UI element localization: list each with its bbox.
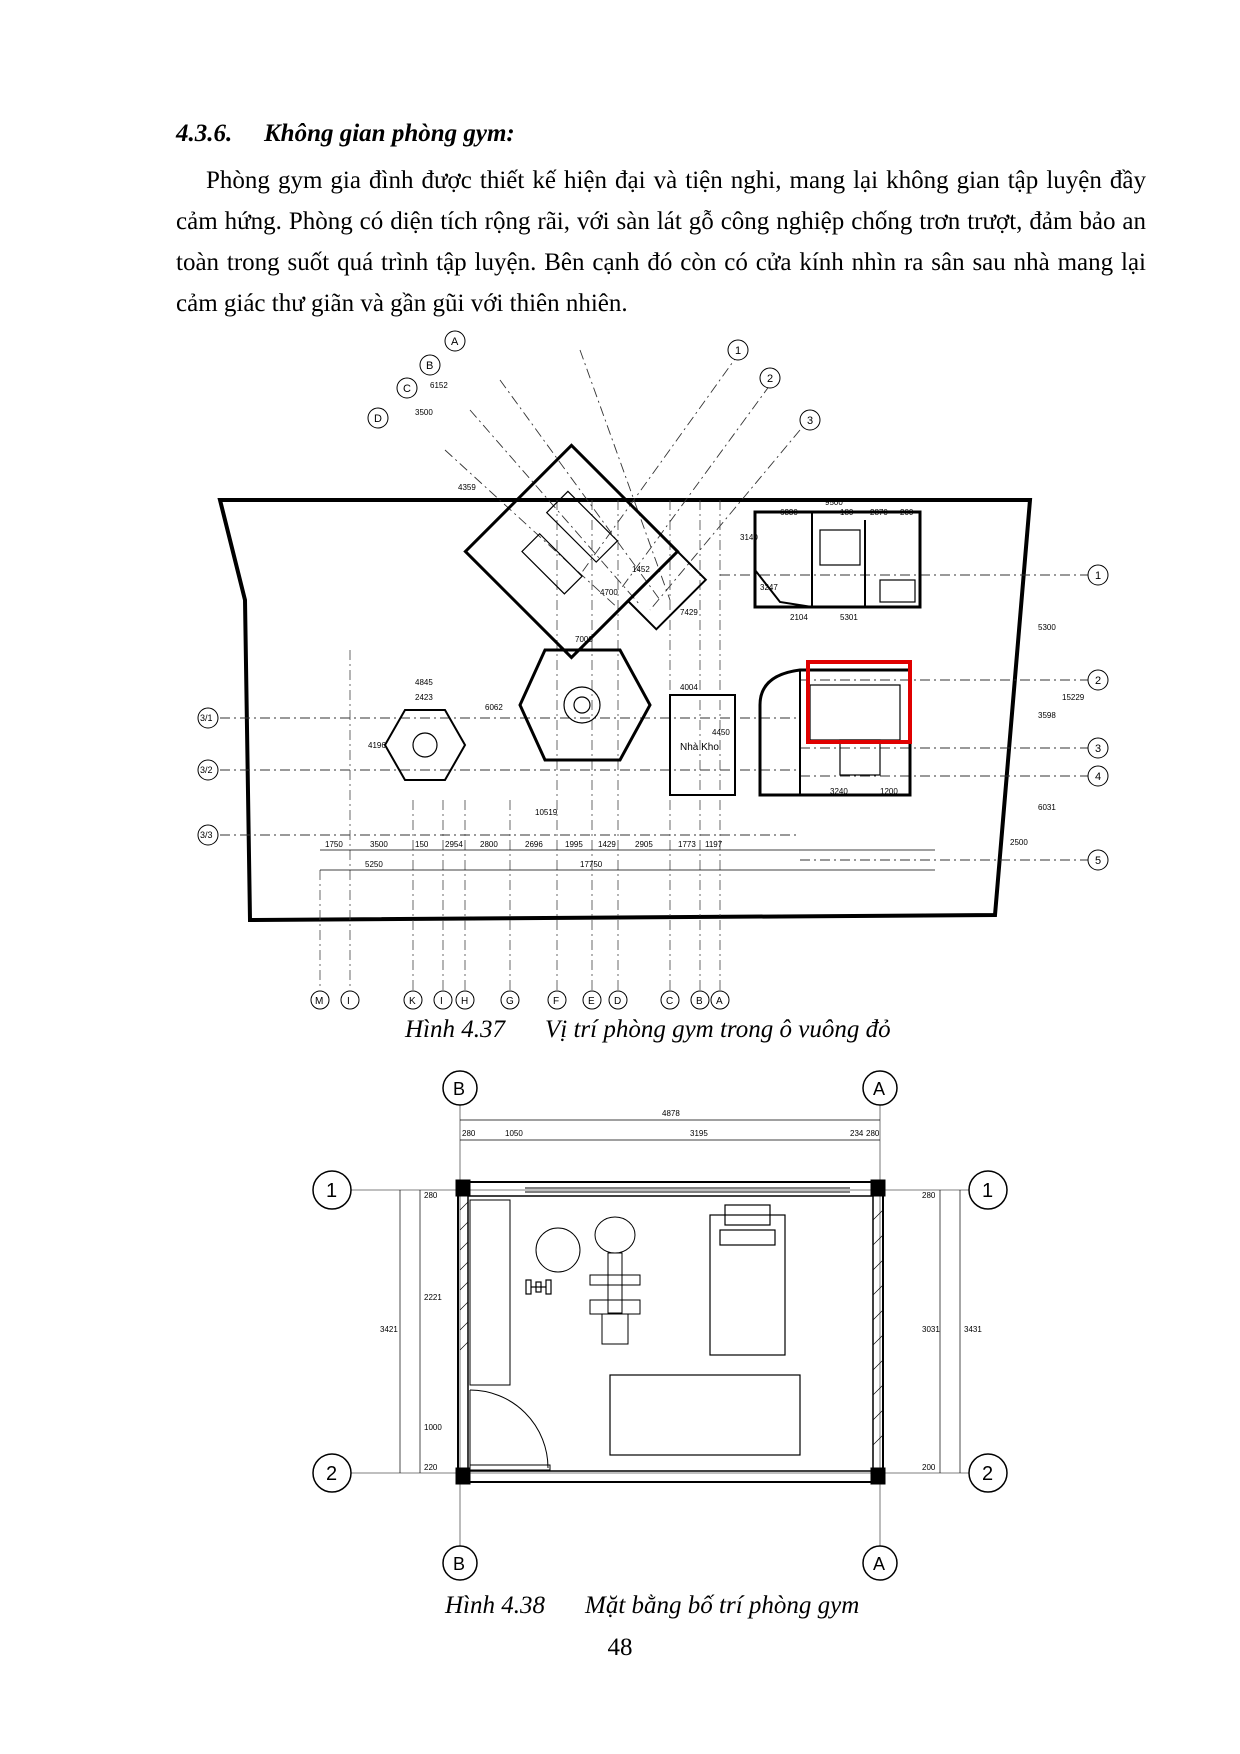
floor-mat [610,1375,800,1455]
dim-text: 3031 [922,1325,940,1334]
dim-text: 3500 [370,840,388,849]
dim-text: 280 [462,1129,476,1138]
axis-1-right: 1 [982,1180,994,1202]
dim-text: 17750 [580,860,603,869]
grid-left-3-3: 3/3 [200,830,213,840]
dim-text: 3195 [690,1129,708,1138]
dim-left-total: 3421 [380,1325,398,1334]
figure-1-caption-text: Vị trí phòng gym trong ô vuông đỏ [545,1016,891,1043]
rotated-room [465,445,677,657]
dim-total-width: 4878 [662,1109,680,1118]
dim-text: 10519 [535,808,558,817]
grid-label-3: 3 [807,415,814,427]
axis-2-right: 2 [982,1463,994,1485]
axis-1-left: 1 [326,1180,338,1202]
dim-text: 200 [900,508,914,517]
dim-text: 280 [424,1191,438,1200]
gym-outer-wall [458,1182,883,1482]
dim-text: 1773 [678,840,696,849]
dim-right-total: 3431 [964,1325,982,1334]
axis-2-left: 2 [326,1463,338,1485]
gym-highlight-box [808,662,910,742]
dim-text: 5300 [1038,623,1056,632]
dim-text: 1000 [424,1423,442,1432]
figure-2-label: Hình 4.38 [445,1592,545,1619]
figure-1-label: Hình 4.37 [405,1016,505,1043]
hexagon-living [520,650,650,760]
grid-bottom-d: D [614,996,622,1007]
grid-label-2: 2 [767,373,774,385]
dim-text: 1197 [705,840,723,849]
grid-bottom-i1: I [347,996,350,1007]
dim-text: 280 [866,1129,880,1138]
dim-text: 6031 [1038,803,1056,812]
storage-label: Nhà Kho [680,742,719,753]
dim-text: 9500 [825,498,843,507]
section-title: Không gian phòng gym: [264,120,515,147]
dim-text: 2870 [870,508,888,517]
dim-text: 2423 [415,693,433,702]
grid-label-c: C [403,383,411,395]
grid-label-b: B [426,360,434,372]
dim-text: 3500 [415,408,433,417]
gym-plan-figure [290,1070,1030,1580]
dim-text: 1429 [598,840,616,849]
door-swing [470,1390,548,1468]
dim-text: 1750 [325,840,343,849]
grid-right-5: 5 [1095,855,1102,867]
dim-text: 3247 [760,583,778,592]
dim-text: 1200 [880,787,898,796]
grid-bottom-b: B [696,996,703,1007]
dim-text: 7429 [680,608,698,617]
axis-b-bottom: B [453,1554,466,1574]
grid-left-3-1: 3/1 [200,713,213,723]
axis-a-bottom: A [873,1554,886,1574]
dim-text: 200 [922,1463,936,1472]
hexagon-gazebo [385,710,465,780]
dim-text: 3140 [740,533,758,542]
dim-text: 4004 [680,683,698,692]
figure-1-caption [405,1016,891,1044]
dim-text: 2800 [480,840,498,849]
grid-bottom-f: F [553,996,560,1007]
dim-text: 2221 [424,1293,442,1302]
paragraph-text: Phòng gym gia đình được thiết kế hiện đại và tiện nghi, mang lại không gian tập luyện đầy cảm hứng. Phòng có diện tích rộng rãi, với sàn lát gỗ công nghiệp chống trơn trượt, đảm bảo an toàn trong suốt quá trình tập luyện. Bên cạnh đó còn có cửa kính nhìn ra sân sau nhà mang lại cảm giác thư giãn và gần gũi với thiên nhiên. [176,167,1146,317]
dim-text: 5301 [840,613,858,622]
figure-2-caption-text: Mặt bằng bố trí phòng gym [585,1592,860,1619]
dim-text: 15229 [1062,693,1085,702]
grid-bottom-m: M [315,996,324,1007]
dim-text: 3240 [830,787,848,796]
dim-text: 234 [850,1129,864,1138]
grid-bottom-g: G [506,996,514,1007]
grid-bottom-c: C [666,996,674,1007]
page-number: 48 [607,1634,633,1661]
axis-a-top: A [873,1079,886,1099]
dim-text: 4700 [600,588,618,597]
dim-text: 150 [415,840,429,849]
dim-text: 7000 [575,635,593,644]
dim-text: 6152 [430,381,448,390]
dim-text: 1995 [565,840,583,849]
dim-text: 1050 [505,1129,523,1138]
bedroom-block [755,512,920,607]
axis-b-top: B [453,1079,466,1099]
dim-text: 1452 [632,565,650,574]
grid-right-2: 2 [1095,675,1102,687]
grid-right-4: 4 [1095,771,1102,783]
grid-right-1: 1 [1095,570,1102,582]
dim-text: 4359 [458,483,476,492]
body-paragraph [176,160,1146,324]
dim-text: 5250 [365,860,383,869]
dim-text: 2905 [635,840,653,849]
grid-bottom-h: H [461,996,469,1007]
dim-text: 4450 [712,728,730,737]
grid-bottom-e: E [588,996,595,1007]
section-number: 4.3.6. [176,120,233,147]
dim-text: 220 [424,1463,438,1472]
grid-left-3-2: 3/2 [200,765,213,775]
grid-bottom-i2: I [440,996,443,1007]
grid-label-1: 1 [735,345,742,357]
dim-text: 2104 [790,613,808,622]
dim-text: 6330 [780,508,798,517]
dim-text: 2696 [525,840,543,849]
dim-text: 2954 [445,840,463,849]
grid-bottom-k: K [409,996,416,1007]
figure-2-caption [445,1592,859,1620]
section-heading [176,120,515,148]
dim-text: 6062 [485,703,503,712]
grid-label-d: D [374,413,382,425]
dim-text: 4196 [368,741,386,750]
dim-text: 180 [840,508,854,517]
dim-text: 3598 [1038,711,1056,720]
dim-text: 2500 [1010,838,1028,847]
grid-bottom-a: A [716,996,723,1007]
grid-right-3: 3 [1095,743,1102,755]
dim-text: 4845 [415,678,433,687]
grid-label-a: A [451,336,459,348]
floor-plan-figure [200,336,1102,1015]
dim-text: 280 [922,1191,936,1200]
